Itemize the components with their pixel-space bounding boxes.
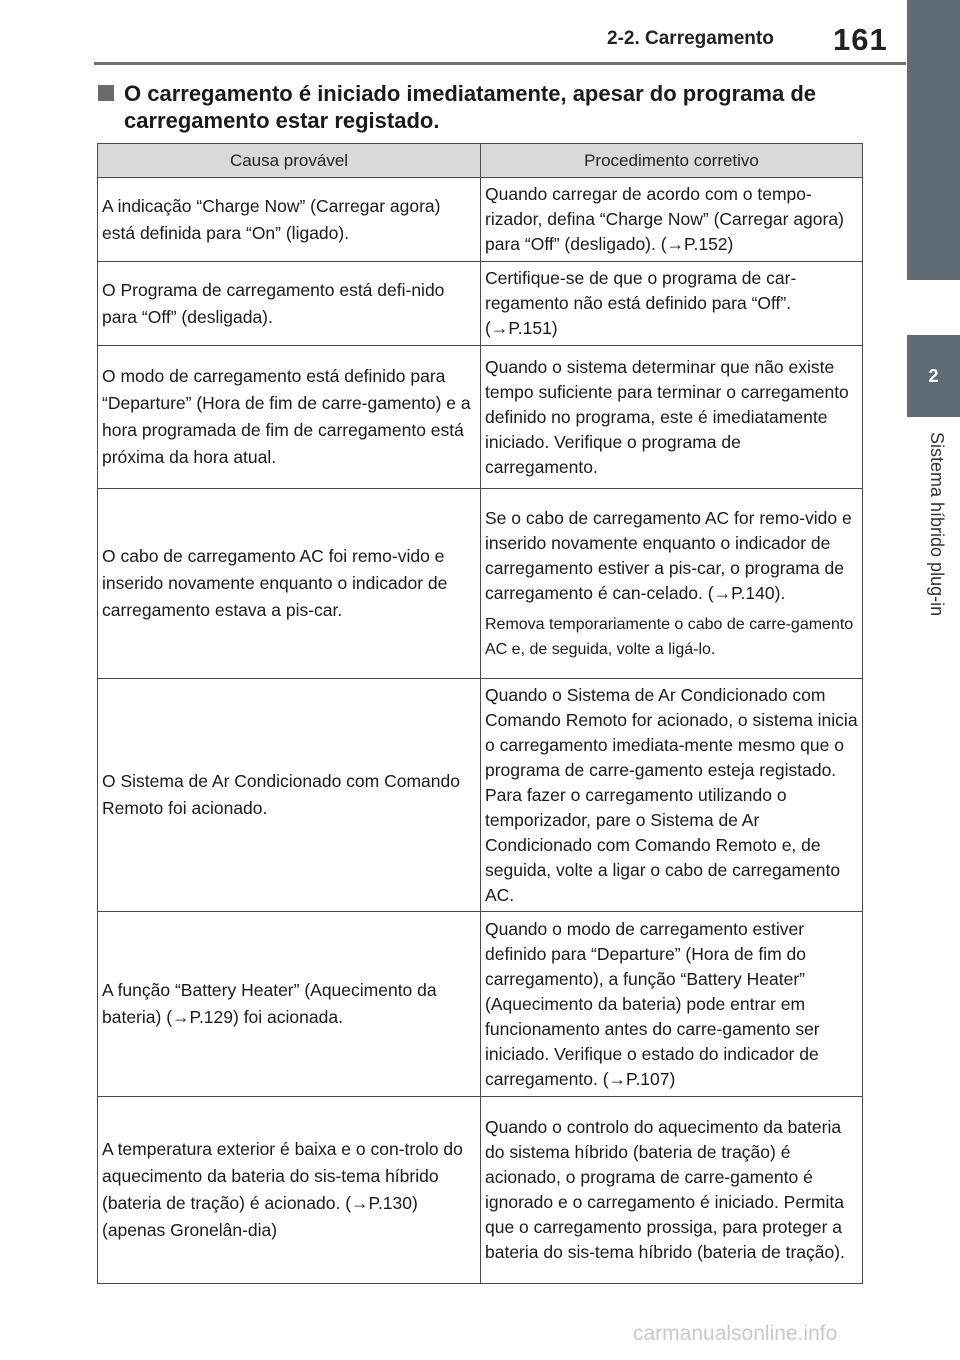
square-bullet-icon <box>98 85 114 101</box>
procedure-text: Certifique-se de que o programa de car-regamento não está definido para “Off”. (→P.151) <box>485 268 797 338</box>
procedure-text: Se o cabo de carregamento AC for remo-vido e inserido novamente enquanto o indicador de carregamento estiver a pis-car, o programa de carregamento é can-celado. (→P.140). <box>485 507 852 603</box>
procedure-text: Quando o Sistema de Ar Condicionado com Comando Remoto for acionado, o sistema inicia o carregamento imediata-mente mesmo que o programa de carre-gamento esteja registado. Para fazer o carregamento utilizando o temporizador, pare o Sistema de Ar Condicionado com Comando Remoto e, de seguida, volte a ligar o cabo de carregamento AC. <box>485 684 858 905</box>
cause-cell: A indicação “Charge Now” (Carregar agora) está definida para “On” (ligado). <box>98 178 481 262</box>
table-row <box>98 679 863 912</box>
table-row <box>98 489 863 679</box>
procedure-text: Quando o modo de carregamento estiver definido para “Departure” (Hora de fim do carregamento), a função “Battery Heater” (Aquecimento da bateria) pode entrar em funcionamento antes do carre-gamento ser iniciado. Verifique o estado do indicador de carregamento. (→P.107) <box>485 918 820 1089</box>
section-title: 2-2. Carregamento <box>607 28 774 49</box>
procedure-cell <box>481 262 863 346</box>
column-header-cause: Causa provável <box>98 144 481 178</box>
page-number: 161 <box>833 22 888 57</box>
procedure-cell <box>481 489 863 679</box>
header-divider <box>94 62 906 65</box>
procedure-cell <box>481 912 863 1097</box>
cause-cell: A temperatura exterior é baixa e o con-trolo do aquecimento da bateria do sis-tema híbrido (bateria de tração) é acionado. (→P.130) (apenas Gronelân-dia) <box>98 1097 481 1284</box>
procedure-cell <box>481 1097 863 1284</box>
procedure-text: Quando carregar de acordo com o tempo-rizador, defina “Charge Now” (Carregar agora) para “Off” (desligado). (→P.152) <box>485 184 844 254</box>
procedure-cell <box>481 346 863 489</box>
cause-cell: O Programa de carregamento está defi-nido para “Off” (desligada). <box>98 262 481 346</box>
chapter-label: Sistema híbrido plug-in <box>927 432 947 617</box>
procedure-cell <box>481 178 863 262</box>
cause-cell: O modo de carregamento está definido para “Departure” (Hora de fim de carre-gamento) e a hora programada de fim de carregamento está próxima da hora atual. <box>98 346 481 489</box>
side-tab-bar <box>907 0 960 280</box>
procedure-text: Quando o controlo do aquecimento da bateria do sistema híbrido (bateria de tração) é acionado, o programa de carre-gamento é ignorado e o carregamento é iniciado. Permita que o carregamento prossiga, para proteger a bateria do sis-tema híbrido (bateria de tração). <box>485 1117 845 1262</box>
table-row <box>98 178 863 262</box>
cause-cell: O cabo de carregamento AC foi remo-vido e inserido novamente enquanto o indicador de carregamento estava a pis-car. <box>98 489 481 679</box>
heading-text: O carregamento é iniciado imediatamente, apesar do programa de carregamento estar registado. <box>124 81 817 133</box>
cause-cell: A função “Battery Heater” (Aquecimento da bateria) (→P.129) foi acionada. <box>98 912 481 1097</box>
chapter-tab[interactable]: 2 <box>907 335 960 417</box>
troubleshooting-table <box>97 143 863 1284</box>
column-header-procedure: Procedimento corretivo <box>481 144 863 178</box>
procedure-note: Remova temporariamente o cabo de carre-gamento AC e, de seguida, volte a ligá-lo. <box>485 615 854 658</box>
table-row <box>98 346 863 489</box>
table-header-row <box>98 144 863 178</box>
table-row <box>98 1097 863 1284</box>
table-row <box>98 912 863 1097</box>
table-row <box>98 262 863 346</box>
procedure-cell <box>481 679 863 912</box>
procedure-text: Quando o sistema determinar que não existe tempo suficiente para terminar o carregamento definido no programa, este é imediatamente iniciado. Verifique o programa de carregamento. <box>485 356 849 477</box>
cause-cell: O Sistema de Ar Condicionado com Comando Remoto foi acionado. <box>98 679 481 912</box>
section-heading <box>98 80 878 134</box>
watermark: carmanualsonline.info <box>633 1322 838 1345</box>
